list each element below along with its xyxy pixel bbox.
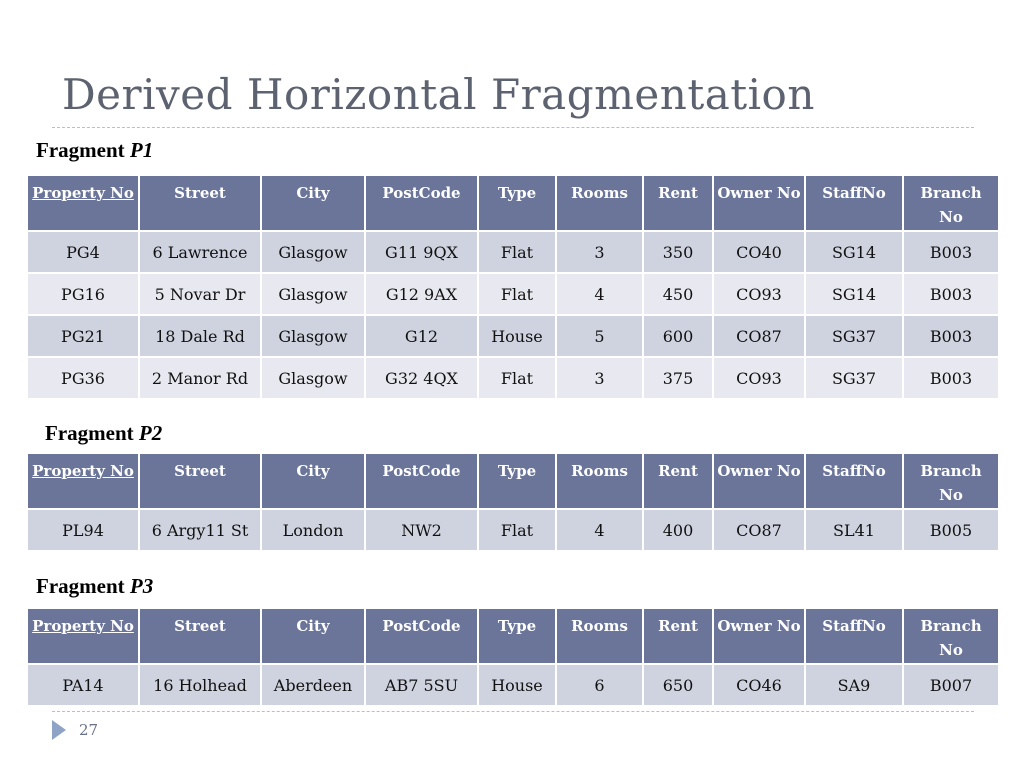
header-row bbox=[27, 453, 999, 509]
table-row bbox=[27, 357, 999, 399]
table-cell: Flat bbox=[478, 509, 556, 551]
fragment-word: Fragment bbox=[45, 421, 134, 445]
column-header: Rooms bbox=[556, 175, 643, 231]
table-cell: PG4 bbox=[27, 231, 139, 273]
title-divider bbox=[52, 127, 974, 128]
table-cell: 3 bbox=[556, 357, 643, 399]
column-header: City bbox=[261, 175, 365, 231]
table-cell: CO40 bbox=[713, 231, 805, 273]
footer-divider bbox=[52, 711, 974, 712]
footer-arrow-icon bbox=[52, 720, 66, 740]
column-header: Rent bbox=[643, 453, 713, 509]
table-cell: Glasgow bbox=[261, 357, 365, 399]
table-row bbox=[27, 664, 999, 706]
column-header: Rent bbox=[643, 608, 713, 664]
column-header: StaffNo bbox=[805, 175, 903, 231]
table-row bbox=[27, 231, 999, 273]
table-cell: Glasgow bbox=[261, 273, 365, 315]
table-cell: 400 bbox=[643, 509, 713, 551]
table-row bbox=[27, 315, 999, 357]
fragment-label-p3 bbox=[36, 574, 153, 599]
table-cell: 16 Holhead bbox=[139, 664, 261, 706]
column-header: City bbox=[261, 453, 365, 509]
table-cell: G12 bbox=[365, 315, 478, 357]
table-cell: G11 9QX bbox=[365, 231, 478, 273]
table-cell: 450 bbox=[643, 273, 713, 315]
table-cell: 650 bbox=[643, 664, 713, 706]
table-cell: B003 bbox=[903, 273, 999, 315]
fragment-word: Fragment bbox=[36, 138, 125, 162]
column-header: Owner No bbox=[713, 453, 805, 509]
column-header: Type bbox=[478, 453, 556, 509]
table-cell: 5 bbox=[556, 315, 643, 357]
table-cell: 6 Lawrence bbox=[139, 231, 261, 273]
column-header: Branch No bbox=[903, 608, 999, 664]
table-cell: CO93 bbox=[713, 273, 805, 315]
table-cell: Aberdeen bbox=[261, 664, 365, 706]
table-cell: Flat bbox=[478, 273, 556, 315]
fragment-table-p2 bbox=[26, 452, 1000, 552]
column-header: StaffNo bbox=[805, 453, 903, 509]
table-cell: 4 bbox=[556, 273, 643, 315]
table-cell: PG21 bbox=[27, 315, 139, 357]
table-cell: B007 bbox=[903, 664, 999, 706]
table-cell: 18 Dale Rd bbox=[139, 315, 261, 357]
fragment-label-p2 bbox=[45, 421, 162, 446]
table-cell: London bbox=[261, 509, 365, 551]
table-cell: PL94 bbox=[27, 509, 139, 551]
column-header: Owner No bbox=[713, 175, 805, 231]
column-header: Branch No bbox=[903, 175, 999, 231]
column-header: Street bbox=[139, 608, 261, 664]
fragment-name: P1 bbox=[129, 138, 154, 162]
column-header: PostCode bbox=[365, 175, 478, 231]
table-cell: CO87 bbox=[713, 509, 805, 551]
table-cell: SG14 bbox=[805, 273, 903, 315]
column-header: PostCode bbox=[365, 608, 478, 664]
table-cell: House bbox=[478, 664, 556, 706]
column-header: Type bbox=[478, 608, 556, 664]
column-header: Branch No bbox=[903, 453, 999, 509]
table-cell: SG37 bbox=[805, 315, 903, 357]
fragment-word: Fragment bbox=[36, 574, 125, 598]
column-header: Type bbox=[478, 175, 556, 231]
fragment-table-p1 bbox=[26, 174, 1000, 400]
fragment-label-p1 bbox=[36, 138, 153, 163]
table-cell: Flat bbox=[478, 357, 556, 399]
table-cell: B003 bbox=[903, 231, 999, 273]
table-cell: SG37 bbox=[805, 357, 903, 399]
table-cell: CO46 bbox=[713, 664, 805, 706]
column-header: Street bbox=[139, 453, 261, 509]
table-cell: 6 bbox=[556, 664, 643, 706]
table-cell: House bbox=[478, 315, 556, 357]
table-cell: CO87 bbox=[713, 315, 805, 357]
table-cell: B003 bbox=[903, 315, 999, 357]
table-cell: AB7 5SU bbox=[365, 664, 478, 706]
table-cell: 5 Novar Dr bbox=[139, 273, 261, 315]
table-cell: PA14 bbox=[27, 664, 139, 706]
table-cell: B003 bbox=[903, 357, 999, 399]
column-header: Rent bbox=[643, 175, 713, 231]
slide-title: Derived Horizontal Fragmentation bbox=[62, 70, 815, 119]
table-cell: PG16 bbox=[27, 273, 139, 315]
column-header: Rooms bbox=[556, 608, 643, 664]
table-cell: Flat bbox=[478, 231, 556, 273]
fragment-table-p3 bbox=[26, 607, 1000, 707]
column-header: Property No bbox=[27, 175, 139, 231]
page-number: 27 bbox=[79, 721, 99, 739]
column-header: City bbox=[261, 608, 365, 664]
table-cell: Glasgow bbox=[261, 231, 365, 273]
fragment-name: P3 bbox=[129, 574, 154, 598]
table-cell: CO93 bbox=[713, 357, 805, 399]
table-cell: 2 Manor Rd bbox=[139, 357, 261, 399]
table-cell: SL41 bbox=[805, 509, 903, 551]
fragment-name: P2 bbox=[138, 421, 163, 445]
column-header: StaffNo bbox=[805, 608, 903, 664]
table-row bbox=[27, 273, 999, 315]
table-cell: G12 9AX bbox=[365, 273, 478, 315]
table-cell: 350 bbox=[643, 231, 713, 273]
table-cell: B005 bbox=[903, 509, 999, 551]
table-row bbox=[27, 509, 999, 551]
table-cell: NW2 bbox=[365, 509, 478, 551]
column-header: Street bbox=[139, 175, 261, 231]
table-cell: Glasgow bbox=[261, 315, 365, 357]
table-cell: 4 bbox=[556, 509, 643, 551]
column-header: Property No bbox=[27, 453, 139, 509]
table-cell: G32 4QX bbox=[365, 357, 478, 399]
column-header: Owner No bbox=[713, 608, 805, 664]
column-header: Rooms bbox=[556, 453, 643, 509]
table-cell: PG36 bbox=[27, 357, 139, 399]
header-row bbox=[27, 175, 999, 231]
column-header: Property No bbox=[27, 608, 139, 664]
table-cell: 6 Argy11 St bbox=[139, 509, 261, 551]
column-header: PostCode bbox=[365, 453, 478, 509]
table-cell: 600 bbox=[643, 315, 713, 357]
table-cell: 375 bbox=[643, 357, 713, 399]
table-cell: SA9 bbox=[805, 664, 903, 706]
header-row bbox=[27, 608, 999, 664]
table-cell: 3 bbox=[556, 231, 643, 273]
table-cell: SG14 bbox=[805, 231, 903, 273]
